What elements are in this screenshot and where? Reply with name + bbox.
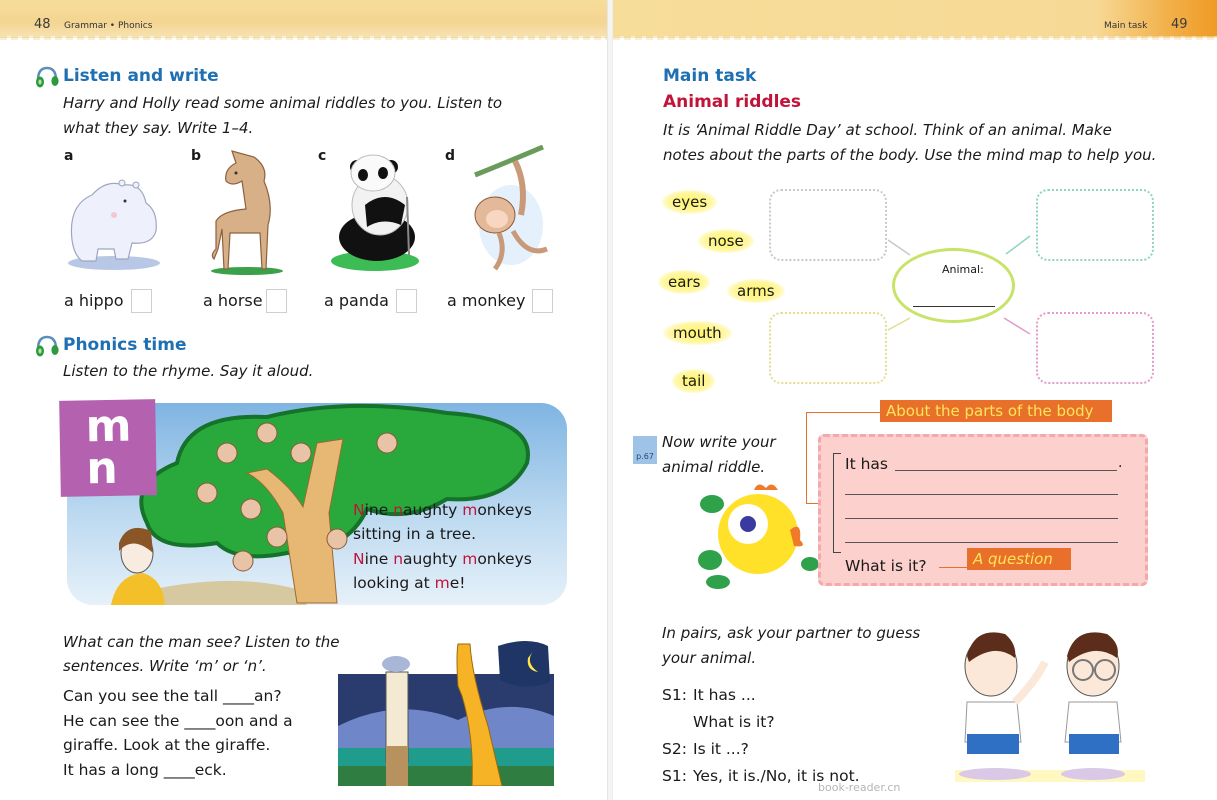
word-mouth: mouth	[663, 321, 732, 345]
rhyme-line-1: Nine naughty monkeys	[353, 501, 532, 519]
tag-a-question: A question	[967, 548, 1071, 570]
watermark: book-reader.cn	[818, 781, 901, 794]
riddle-line-3[interactable]	[845, 518, 1118, 519]
pairs-instruction-line2: your animal.	[662, 649, 757, 667]
man-see-instruction-line2: sentences. Write ‘m’ or ‘n’.	[63, 657, 267, 675]
answer-box-panda[interactable]	[396, 289, 417, 313]
riddle-instruction-line2: animal riddle.	[662, 458, 766, 476]
letter-m: m	[85, 400, 132, 453]
answer-box-hippo[interactable]	[131, 289, 152, 313]
riddle-line-2[interactable]	[845, 494, 1118, 495]
animal-label-hippo: a hippo	[64, 291, 124, 310]
header-section-label: Grammar • Phonics	[64, 21, 153, 31]
riddle-question: What is it?	[845, 557, 927, 575]
headphones-icon[interactable]	[34, 66, 60, 88]
riddle-line1-period: .	[1118, 455, 1123, 471]
blank-1[interactable]: ____	[223, 687, 255, 705]
dialogue-line-1: S1: It has ...	[662, 686, 756, 704]
sentence-4: It has a long ____eck.	[63, 760, 227, 779]
animal-letter-c: c	[318, 148, 327, 164]
page-number: 48	[34, 17, 51, 32]
main-task-subtitle: Animal riddles	[663, 92, 802, 112]
dialogue-line-4: S1: Yes, it is./No, it is not.	[662, 767, 860, 785]
monster-mascot-illustration	[698, 480, 820, 590]
dialogue-line-2: What is it?	[693, 713, 775, 731]
listen-instruction-line1: Harry and Holly read some animal riddles to you. Listen to	[63, 94, 503, 112]
riddle-line1-prefix: It has	[845, 455, 888, 473]
page-header-band	[0, 0, 607, 38]
reference-badge[interactable]: p.67	[633, 436, 657, 464]
man-and-giraffe-illustration	[338, 636, 554, 786]
rhyme-line-4: looking at me!	[353, 573, 466, 592]
answer-box-monkey[interactable]	[532, 289, 553, 313]
riddle-instruction-line1: Now write your	[662, 433, 776, 451]
letter-box-m-n	[59, 399, 157, 497]
rhyme-line-3: Nine naughty monkeys	[353, 549, 532, 568]
answer-box-horse[interactable]	[266, 289, 287, 313]
animal-label-panda: a panda	[324, 291, 389, 310]
mind-map-box-top-left[interactable]	[769, 189, 887, 261]
animal-letter-d: d	[445, 148, 456, 164]
pairs-instruction-line1: In pairs, ask your partner to guess	[662, 624, 921, 642]
sentence-3: giraffe. Look at the giraffe.	[63, 736, 271, 754]
main-task-instruction-line2: notes about the parts of the body. Use the mind map to help you.	[663, 146, 1157, 164]
word-tail: tail	[672, 369, 715, 393]
word-eyes: eyes	[662, 190, 717, 214]
word-ears: ears	[658, 270, 710, 294]
section-title-phonics-time: Phonics time	[63, 335, 187, 355]
question-connector	[939, 567, 969, 568]
left-page	[0, 0, 608, 800]
dialogue-line-3: S2: Is it ...?	[662, 740, 749, 758]
mind-map-center-oval	[892, 248, 1015, 323]
mind-map-box-bottom-right[interactable]	[1036, 312, 1154, 384]
two-kids-illustration	[945, 622, 1145, 787]
pairs-dialogue	[662, 682, 860, 790]
header-section-label: Main task	[1104, 21, 1148, 31]
animal-letter-b: b	[191, 148, 202, 164]
sentence-2: He can see the ____oon and a	[63, 711, 293, 730]
center-animal-field[interactable]	[913, 291, 995, 307]
blank-3[interactable]: ____	[163, 760, 195, 779]
animal-letter-a: a	[64, 148, 74, 164]
sentence-1: Can you see the tall ____an?	[63, 687, 282, 705]
letter-n: n	[85, 442, 119, 495]
main-task-instruction-line1: It is ‘Animal Riddle Day’ at school. Think of an animal. Make	[663, 121, 1112, 139]
headphones-icon[interactable]	[34, 335, 60, 357]
monkey-illustration	[455, 145, 555, 275]
word-arms: arms	[727, 279, 785, 303]
listen-instruction-line2: what they say. Write 1–4.	[63, 119, 254, 137]
riddle-line-1[interactable]	[895, 470, 1117, 471]
animal-label-monkey: a monkey	[447, 291, 526, 310]
rhyme-text	[353, 498, 532, 595]
hippo-illustration	[62, 145, 162, 275]
bracket	[833, 453, 841, 553]
main-task-title: Main task	[663, 66, 757, 86]
page-header-band	[613, 0, 1217, 38]
man-see-instruction-line1: What can the man see? Listen to the	[63, 633, 340, 651]
mind-map-box-bottom-left[interactable]	[769, 312, 887, 384]
word-nose: nose	[698, 229, 754, 253]
mind-map-box-top-right[interactable]	[1036, 189, 1154, 261]
panda-illustration	[325, 145, 425, 275]
man-see-sentences	[63, 684, 293, 782]
blank-2[interactable]: ____	[184, 711, 216, 730]
tag-about-body-parts: About the parts of the body	[880, 400, 1112, 422]
center-label: Animal:	[942, 263, 984, 276]
riddle-line-4[interactable]	[845, 542, 1118, 543]
rhyme-line-2: sitting in a tree.	[353, 525, 477, 544]
phonics-instruction: Listen to the rhyme. Say it aloud.	[63, 362, 314, 380]
section-title-listen-and-write: Listen and write	[63, 66, 219, 86]
horse-illustration	[202, 145, 302, 275]
animal-label-horse: a horse	[203, 291, 263, 310]
page-number: 49	[1171, 17, 1188, 32]
